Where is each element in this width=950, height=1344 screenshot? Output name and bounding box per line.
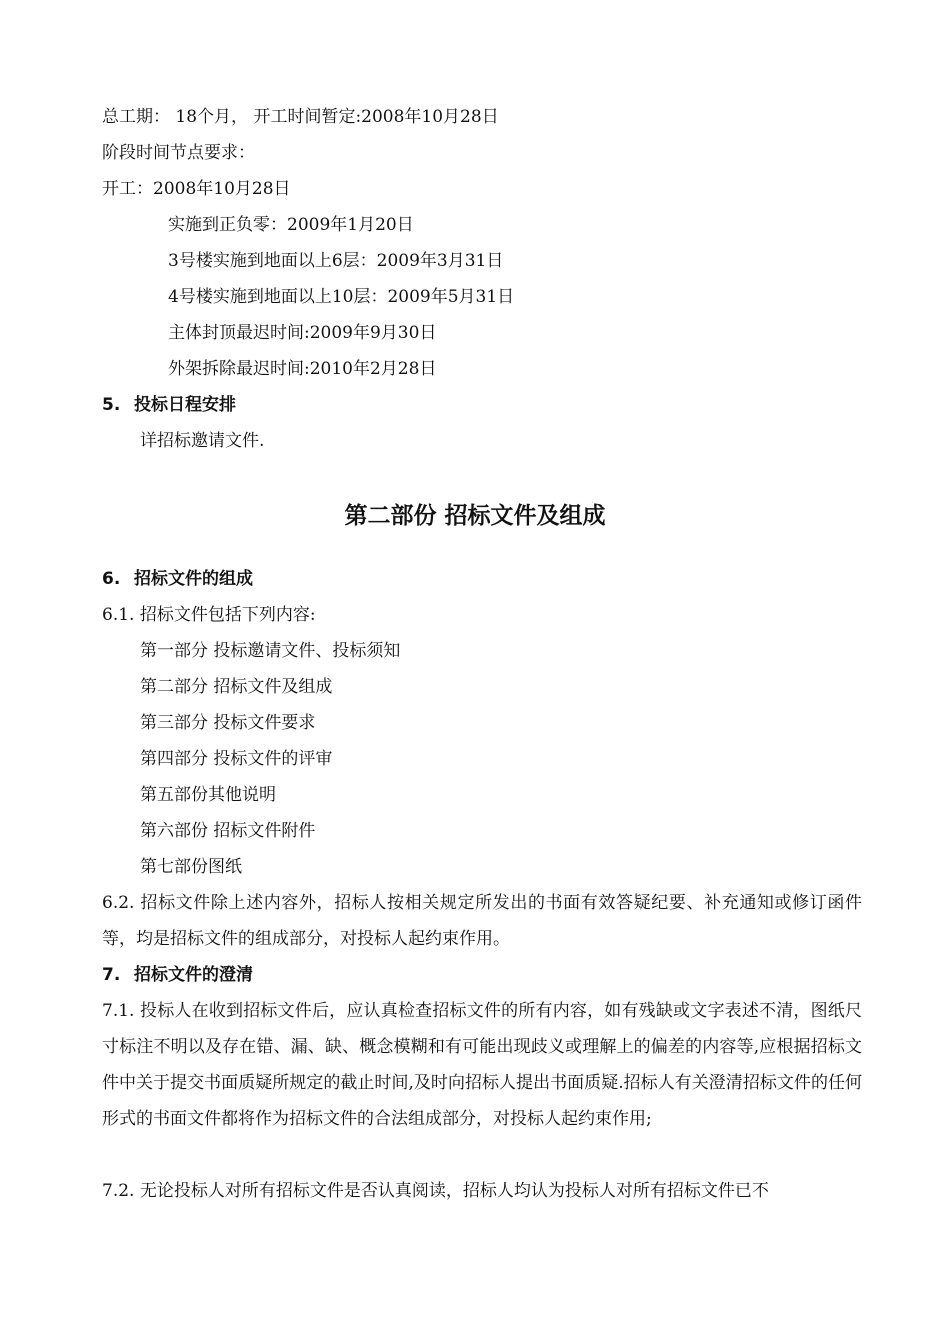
item-6-2: 6.2. 招标文件除上述内容外，招标人按相关规定所发出的书面有效答疑纪要、补充通知或修订函件等，均是招标文件的组成部分，对投标人起约束作用。: [102, 893, 862, 949]
total-period-line: 总工期： 18个月， 开工时间暂定:2008年10月28日: [102, 107, 499, 127]
milestone-item: 4号楼实施到地面以上10层：2009年5月31日: [168, 287, 515, 307]
start-date-line: 开工：2008年10月28日: [102, 179, 291, 199]
milestone-item: 外架拆除最迟时间:2010年2月28日: [168, 359, 437, 379]
contents-item: 第五部份其他说明: [140, 785, 276, 805]
section-number: 7.: [102, 965, 121, 985]
part-title: 第二部份 招标文件及组成: [344, 503, 606, 529]
section-5-heading: [102, 393, 236, 417]
section-7-heading: [102, 963, 253, 987]
milestone-item: 实施到正负零：2009年1月20日: [168, 215, 414, 235]
stage-heading: 阶段时间节点要求：: [102, 143, 255, 163]
section-number: 5.: [102, 395, 121, 415]
item-7-1: 7.1. 投标人在收到招标文件后，应认真检查招标文件的所有内容，如有残缺或文字表述不清，图纸尺寸标注不明以及存在错、漏、缺、概念模糊和有可能出现歧义或理解上的偏差的内容等,应根据招标文件中关于提交书面质疑所规定的截止时间,及时向招标人提出书面质疑.招标人有关澄清招标文件的任何形式的书面文件都将作为招标文件的合法组成部分，对投标人起约束作用;: [102, 1001, 862, 1129]
contents-item: 第四部分 投标文件的评审: [140, 749, 333, 769]
contents-item: 第六部份 招标文件附件: [140, 821, 316, 841]
milestone-item: 主体封顶最迟时间:2009年9月30日: [168, 323, 437, 343]
section-title: 招标文件的澄清: [134, 965, 253, 985]
section-title: 投标日程安排: [134, 395, 236, 415]
item-6-1: 6.1. 招标文件包括下列内容:: [102, 605, 316, 625]
contents-item: 第一部分 投标邀请文件、投标须知: [140, 641, 401, 661]
milestone-item: 3号楼实施到地面以上6层：2009年3月31日: [168, 251, 504, 271]
contents-item: 第三部分 投标文件要求: [140, 713, 316, 733]
section-number: 6.: [102, 569, 121, 589]
section-title: 招标文件的组成: [134, 569, 253, 589]
contents-item: 第七部份图纸: [140, 857, 242, 877]
section-5-body: 详招标邀请文件.: [140, 431, 265, 451]
contents-item: 第二部分 招标文件及组成: [140, 677, 333, 697]
item-7-2: 7.2. 无论投标人对所有招标文件是否认真阅读，招标人均认为投标人对所有招标文件已不: [102, 1181, 769, 1201]
section-6-heading: [102, 567, 253, 591]
